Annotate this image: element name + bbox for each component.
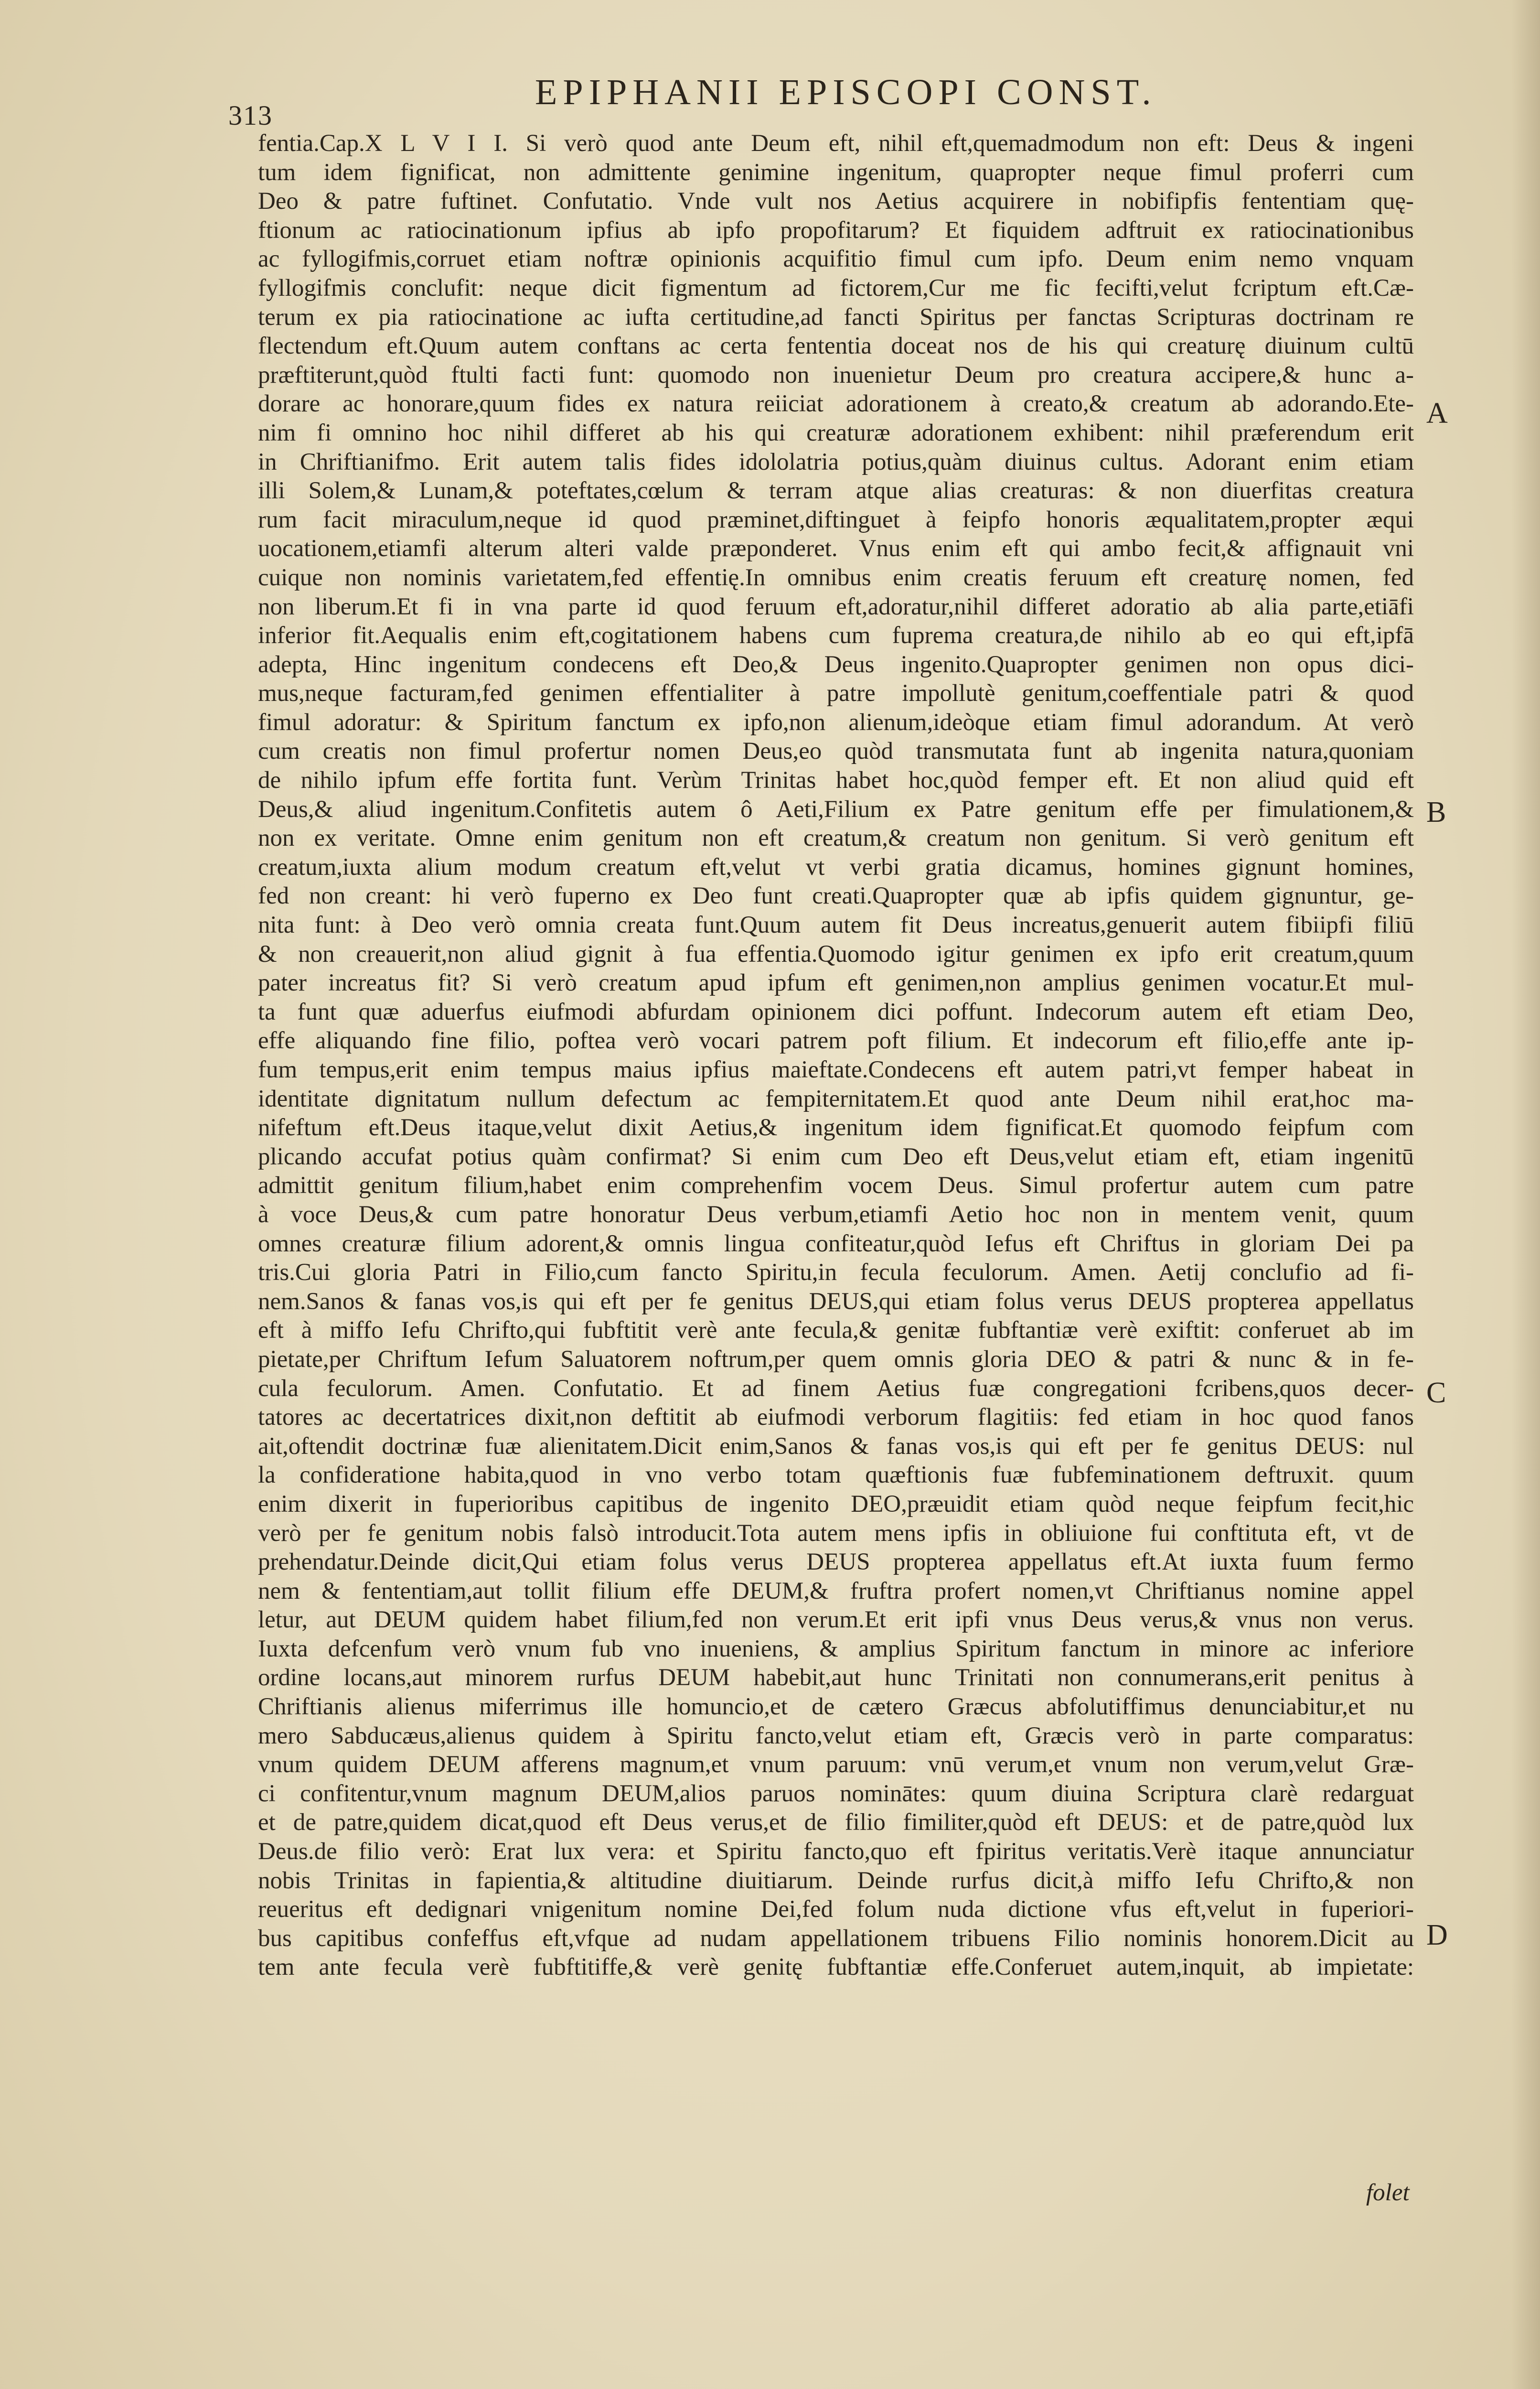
text-line: pietate,per Chriftum Iefum Saluatorem noftrum,per quem omnis gloria DEO & patri & nunc & in fe- xyxy=(258,1345,1414,1373)
text-line: vnum quidem DEUM afferens magnum,et vnum paruum: vnū verum,et vnum non verum,velut Græ- xyxy=(258,1751,1414,1778)
text-line: in Chriftianifmo. Erit autem talis fides idololatria potius,quàm diuinus cultus. Adorant enim etiam xyxy=(258,448,1414,475)
text-line: admittit genitum filium,habet enim comprehenfim vocem Deus. Simul profertur autem cum patre xyxy=(258,1172,1414,1199)
text-line: nim fi omnino hoc nihil differet ab his qui creaturæ adorationem exhibent: nihil præferendum erit xyxy=(258,419,1414,446)
text-line: fentia.Cap.X L V I I. Si verò quod ante Deum eft, nihil eft,quemadmodum non eft: Deus & ingeni xyxy=(258,130,1414,157)
text-line: identitate dignitatum nullum defectum ac fempiternitatem.Et quod ante Deum nihil erat,hoc ma- xyxy=(258,1085,1414,1112)
text-line: tatores ac decertatrices dixit,non deftitit ab eiufmodi verborum flagitiis: fed etiam in hoc quod fanos xyxy=(258,1404,1414,1431)
text-line: Deus.de filio verò: Erat lux vera: et Spiritu fancto,quo eft fpiritus veritatis.Verè itaque annunciatur xyxy=(258,1838,1414,1865)
text-line: inferior fit.Aequalis enim eft,cogitationem habens cum fuprema creatura,de nihilo ab eo qui eft,ipfā xyxy=(258,622,1414,649)
text-line: ci confitentur,vnum magnum DEUM,alios paruos nominātes: quum diuina Scriptura clarè redarguat xyxy=(258,1780,1414,1807)
text-line: præftiterunt,quòd ftulti facti funt: quomodo non inuenietur Deum pro creatura accipere,& hunc a- xyxy=(258,361,1414,388)
margin-letter-a: A xyxy=(1426,397,1448,430)
text-line: creatum,iuxta alium modum creatum eft,velut vt verbi gratia dicamus, homines gignunt homines, xyxy=(258,853,1414,881)
text-line: adepta, Hinc ingenitum condecens eft Deo,& Deus ingenito.Quapropter genimen non opus dici- xyxy=(258,651,1414,678)
text-line: & non creauerit,non aliud gignit à fua effentia.Quomodo igitur genimen ex ipfo erit creatum,quum xyxy=(258,940,1414,968)
margin-letter-c: C xyxy=(1426,1377,1446,1409)
text-line: eft à miffo Iefu Chrifto,qui fubftitit verè ante fecula,& genitæ fubftantiæ verè exiftit: conferuet ab im xyxy=(258,1317,1414,1344)
text-line: ordine locans,aut minorem rurfus DEUM habebit,aut hunc Trinitati non connumerans,erit penitus à xyxy=(258,1664,1414,1691)
text-line: uocationem,etiamfi alterum alteri valde præponderet. Vnus enim eft qui ambo fecit,& affignauit vni xyxy=(258,535,1414,562)
text-line: nem.Sanos & fanas vos,is qui eft per fe genitus DEUS,qui etiam folus verus DEUS propterea appellatus xyxy=(258,1288,1414,1315)
text-line: fimul adoratur: & Spiritum fanctum ex ipfo,non alienum,ideòque etiam fimul adorandum. At verò xyxy=(258,709,1414,736)
text-line: reueritus eft dedignari vnigenitum nomine Dei,fed folum nuda dictione vfus eft,velut in fuperiori- xyxy=(258,1896,1414,1923)
text-line: non ex veritate. Omne enim genitum non eft creatum,& creatum non genitum. Si verò genitum eft xyxy=(258,825,1414,852)
text-line: Chriftianis alienus miferrimus ille homuncio,et de cætero Græcus abfolutiffimus denunciabitur,et nu xyxy=(258,1693,1414,1721)
text-line: enim dixerit in fuperioribus capitibus de ingenito DEO,præuidit etiam quòd neque feipfum fecit,hic xyxy=(258,1490,1414,1517)
text-line: flectendum eft.Quum autem conftans ac certa fententia doceat nos de his qui creaturę diuinum cultū xyxy=(258,333,1414,360)
text-line: Iuxta defcenfum verò vnum fub vno inueniens, & amplius Spiritum fanctum in minore ac inferiore xyxy=(258,1635,1414,1662)
text-line: verò per fe genitum nobis falsò introducit.Tota autem mens ipfis in obliuione fui conftituta eft, vt de xyxy=(258,1519,1414,1547)
text-line: mero Sabducæus,alienus quidem à Spiritu fancto,velut etiam eft, Græcis verò in parte comparatus: xyxy=(258,1722,1414,1749)
text-line: ta funt quæ aduerfus eiufmodi abfurdam opinionem dici poffunt. Indecorum autem eft etiam Deo, xyxy=(258,998,1414,1025)
text-line: Deus,& aliud ingenitum.Confitetis autem ô Aeti,Filium ex Patre genitum effe per fimulationem,& xyxy=(258,796,1414,823)
text-line: bus capitibus confeffus eft,vfque ad nudam appellationem tribuens Filio nominis honorem.Dicit au xyxy=(258,1925,1414,1952)
text-line: tum idem fignificat, non admittente genimine ingenitum, quapropter neque fimul proferri cum xyxy=(258,159,1414,186)
text-line: nifeftum eft.Deus itaque,velut dixit Aetius,& ingenitum idem fignificat.Et quomodo feipfum com xyxy=(258,1114,1414,1141)
text-line: à voce Deus,& cum patre honoratur Deus verbum,etiamfi Aetio hoc non in mentem venit, quum xyxy=(258,1201,1414,1228)
text-line: illi Solem,& Lunam,& poteftates,cœlum & terram atque alias creaturas: & non diuerfitas creatura xyxy=(258,477,1414,505)
text-line: fum tempus,erit enim tempus maius ipfius maieftate.Condecens eft autem patri,vt femper habeat in xyxy=(258,1056,1414,1083)
text-line: la confideratione habita,quod in vno verbo totam quæftionis fuæ fubfeminationem deftruxit. quum xyxy=(258,1462,1414,1489)
text-line: plicando accufat potius quàm confirmat? Si enim cum Deo eft Deus,velut etiam eft, etiam ingenitū xyxy=(258,1143,1414,1170)
text-line: ftionum ac ratiocinationum ipfius ab ipfo propofitarum? Et fiquidem adftruit ex ratiocinationibus xyxy=(258,216,1414,244)
page-number: 313 xyxy=(228,100,273,131)
running-head: EPIPHANII EPISCOPI CONST. xyxy=(535,72,1157,112)
text-line: ait,oftendit doctrinæ fuæ alienitatem.Dicit enim,Sanos & fanas vos,is qui eft per fe genitus DEUS: nul xyxy=(258,1432,1414,1460)
text-line: nita funt: à Deo verò omnia creata funt.Quum autem fit Deus increatus,genuerit autem fibiipfi filiū xyxy=(258,912,1414,939)
text-line: mus,neque facturam,fed genimen effentialiter à patre impollutè genitum,coeffentiale patri & quod xyxy=(258,680,1414,707)
text-line: ac fyllogifmis,corruet etiam noftræ opinionis acquifitio fimul cum ipfo. Deum enim nemo vnquam xyxy=(258,246,1414,273)
page-edge-shadow xyxy=(1511,0,1540,2389)
body-text xyxy=(258,129,1414,1982)
text-line: omnes creaturæ filium adorent,& omnis lingua confiteatur,quòd Iefus eft Chriftus in gloriam Dei pa xyxy=(258,1230,1414,1257)
catchword: folet xyxy=(1366,2179,1410,2206)
text-line: et de patre,quidem dicat,quod eft Deus verus,et de filio fimiliter,quòd eft DEUS: et de patre,quòd lux xyxy=(258,1809,1414,1836)
text-line: nem & fententiam,aut tollit filium effe DEUM,& fruftra profert nomen,vt Chriftianus nomine appel xyxy=(258,1577,1414,1604)
text-line: non liberum.Et fi in vna parte id quod feruum eft,adoratur,nihil differet adoratio ab alia parte,etiāfi xyxy=(258,593,1414,620)
text-line: Deo & patre fuftinet. Confutatio. Vnde vult nos Aetius acquirere in nobifipfis fententiam quę- xyxy=(258,188,1414,215)
text-line: dorare ac honorare,quum fides ex natura reiiciat adorationem à creato,& creatum ab adorando.Ete- xyxy=(258,390,1414,418)
text-line: cula feculorum. Amen. Confutatio. Et ad finem Aetius fuæ congregationi fcribens,quos decer- xyxy=(258,1375,1414,1402)
text-line: de nihilo ipfum effe fortita funt. Verùm Trinitas habet hoc,quòd femper eft. Et non aliud quid eft xyxy=(258,767,1414,794)
text-line: fyllogifmis conclufit: neque dicit figmentum ad fictorem,Cur me fic fecifti,velut fcriptum eft.Cæ- xyxy=(258,274,1414,301)
text-line: tris.Cui gloria Patri in Filio,cum fancto Spiritu,in fecula feculorum. Amen. Aetij conclufio ad fi- xyxy=(258,1259,1414,1286)
text-line: cuique non nominis varietatem,fed effentię.In omnibus enim creatis feruum eft creaturę nomen, fed xyxy=(258,564,1414,591)
text-line: pater increatus fit? Si verò creatum apud ipfum eft genimen,non amplius genimen vocatur.Et mul- xyxy=(258,969,1414,997)
margin-letter-b: B xyxy=(1426,796,1446,829)
text-line: nobis Trinitas in fapientia,& altitudine diuitiarum. Deinde rurfus dicit,à miffo Iefu Chrifto,& non xyxy=(258,1867,1414,1894)
text-line: rum facit miraculum,neque id quod præminet,diftinguet à feipfo honoris æqualitatem,propter æqui xyxy=(258,506,1414,533)
text-line: letur, aut DEUM quidem habet filium,fed non verum.Et erit ipfi vnus Deus verus,& vnus non verus. xyxy=(258,1606,1414,1634)
margin-letter-d: D xyxy=(1426,1919,1448,1951)
text-line: prehendatur.Deinde dicit,Qui etiam folus verus DEUS propterea appellatus eft.At iuxta fuum fermo xyxy=(258,1549,1414,1576)
text-line: terum ex pia ratiocinatione ac iufta certitudine,ad fancti Spiritus per fanctas Scripturas doctrinam re xyxy=(258,303,1414,331)
text-line: effe aliquando fine filio, poftea verò vocari patrem poft filium. Et indecorum eft filio,effe ante ip- xyxy=(258,1027,1414,1055)
text-line: tem ante fecula verè fubftitiffe,& verè genitę fubftantiæ effe.Conferuet autem,inquit, ab impietate: xyxy=(258,1954,1414,1981)
text-line: fed non creant: hi verò fuperno ex Deo funt creati.Quapropter quæ ab ipfis quidem gignuntur, ge- xyxy=(258,882,1414,910)
text-line: cum creatis non fimul profertur nomen Deus,eo quòd transmutata funt ab ingenita natura,quoniam xyxy=(258,738,1414,765)
